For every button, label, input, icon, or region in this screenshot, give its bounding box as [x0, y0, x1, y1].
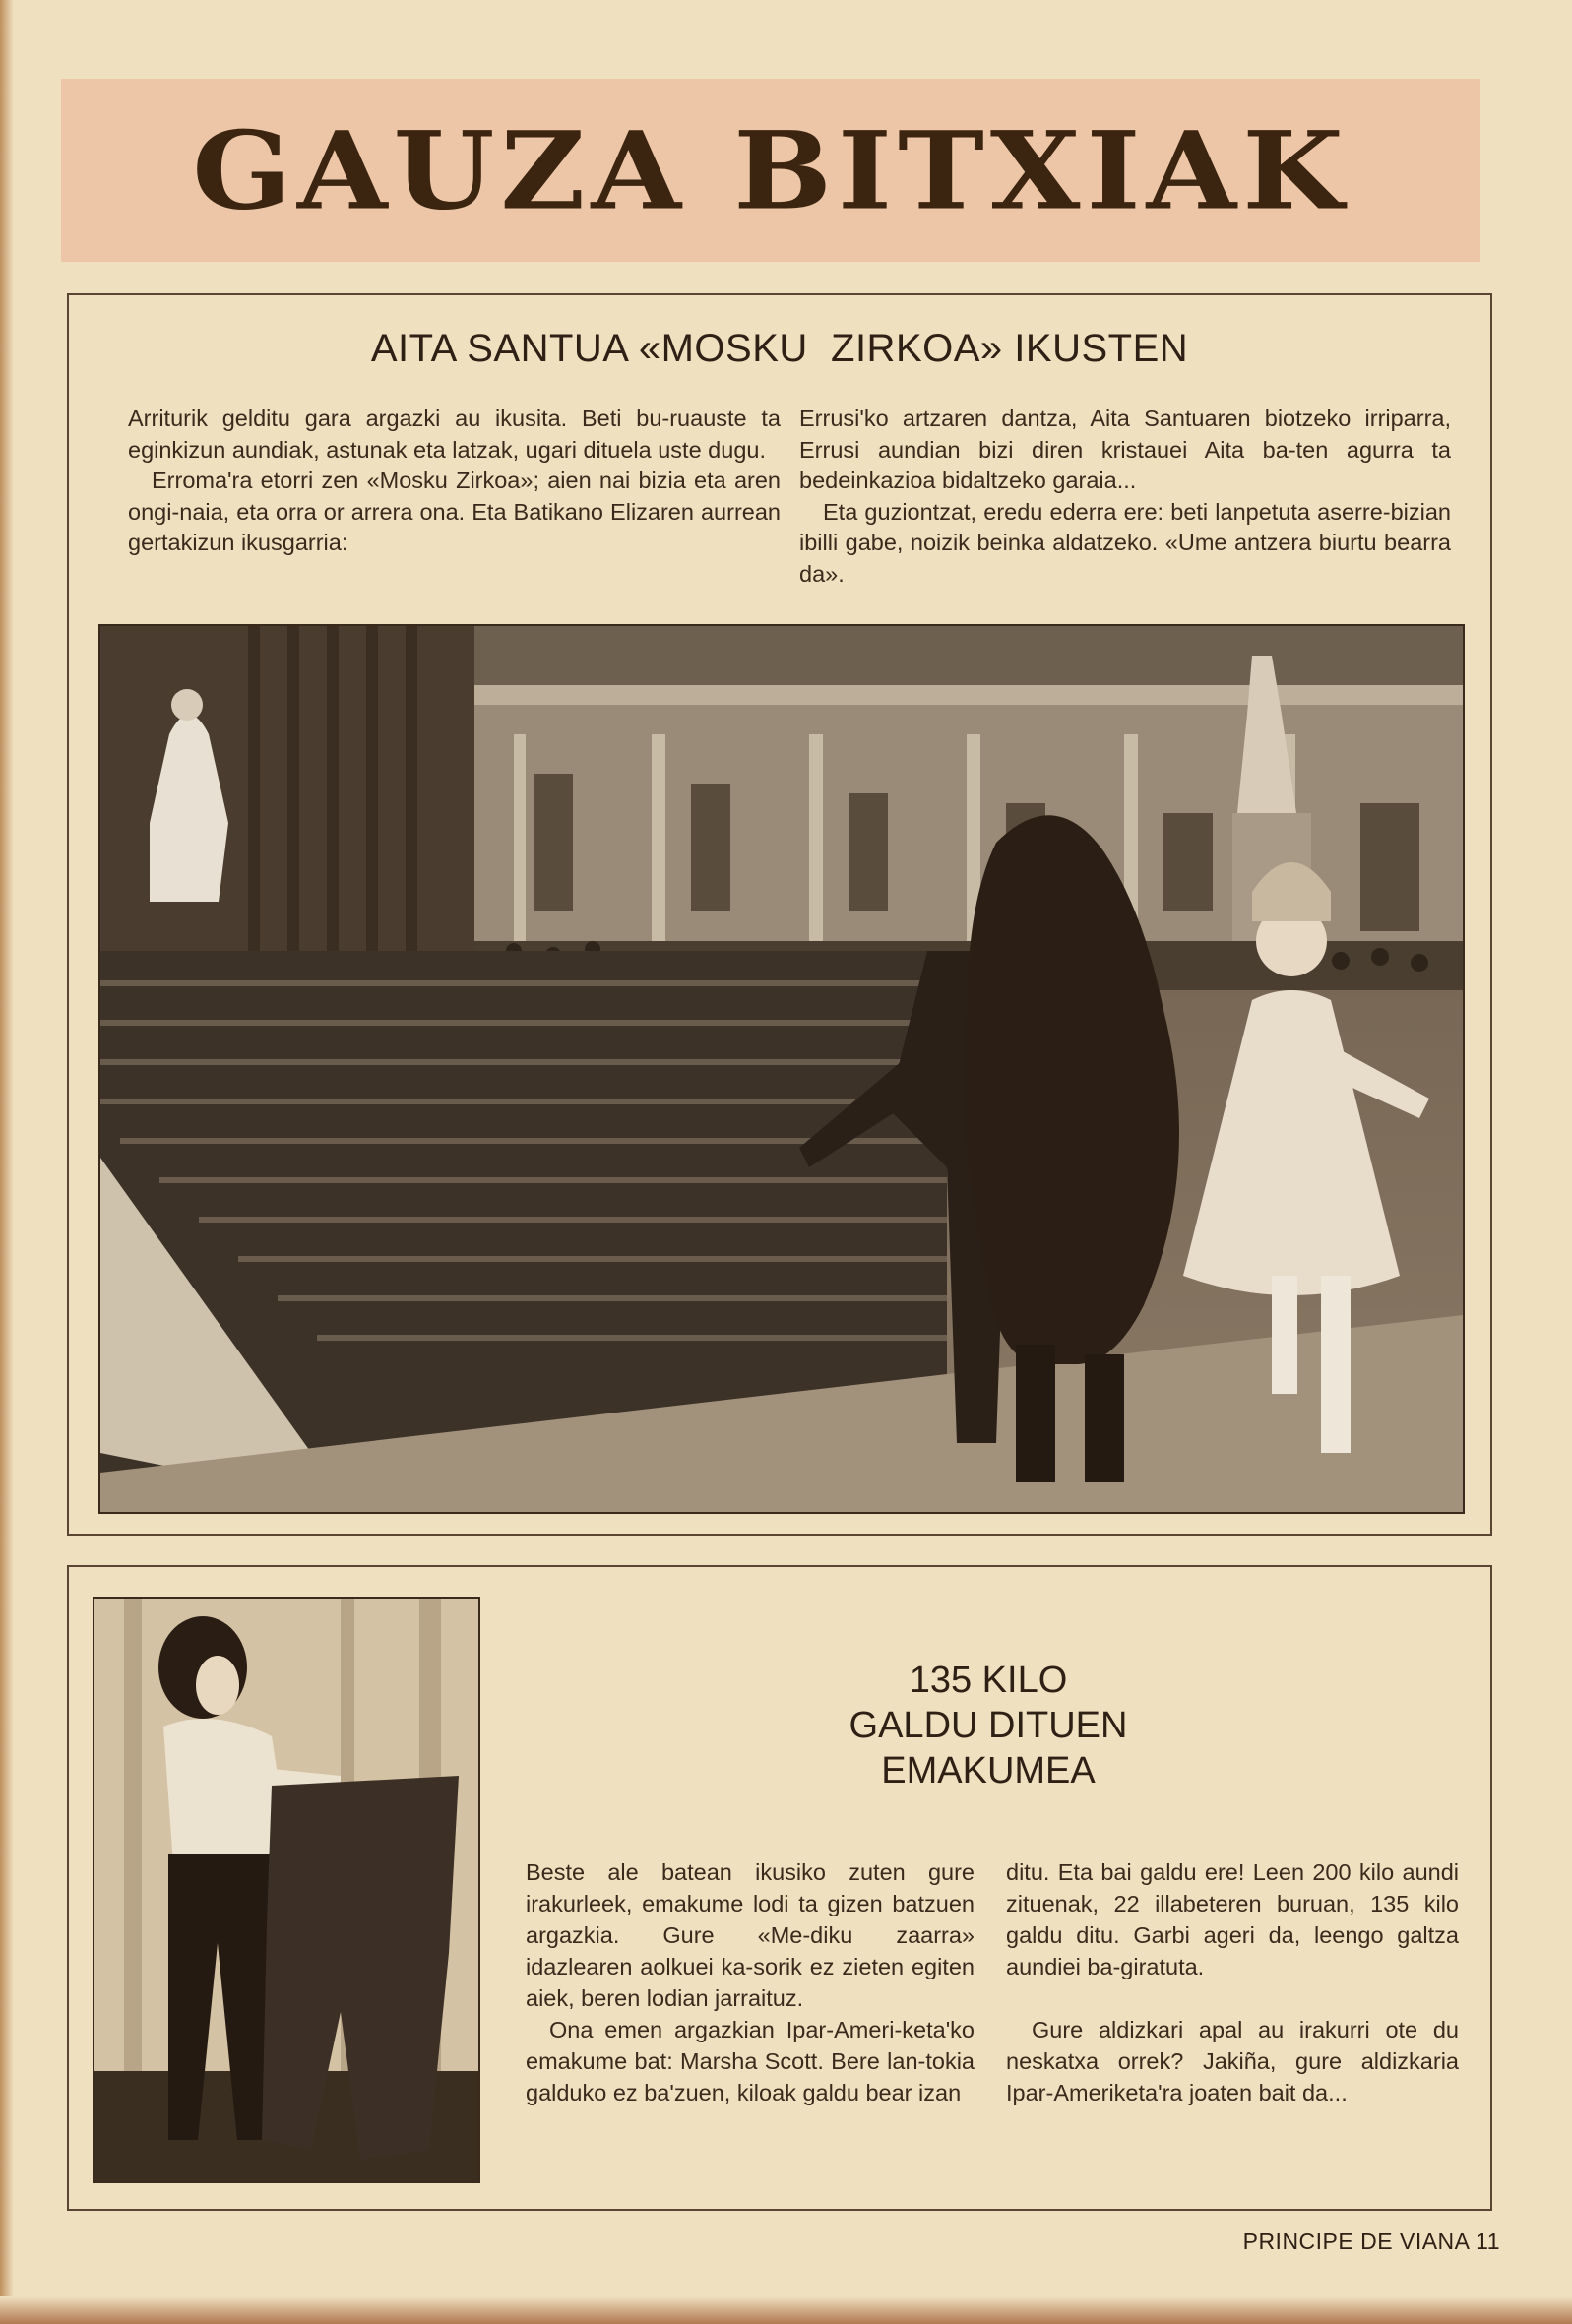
paragraph: Arriturik gelditu gara argazki au ikusita. Beti bu-ruauste ta eginkizun aundiak, astunak eta latzak, ugari dituela uste dugu.: [128, 406, 781, 463]
article-box-pope-circus: [67, 293, 1492, 1536]
article-headline: [482, 1658, 1494, 1793]
page-edge: [0, 0, 14, 2324]
headline-line: 135 KILO: [909, 1660, 1068, 1701]
paragraph: Gure aldizkari apal au irakurri ote du neskatxa orrek? Jakiña, gure aldizkaria Ipar-Ameriketa'ra joaten bait da...: [1006, 2017, 1459, 2105]
photo-bear-dance: [98, 624, 1465, 1514]
paragraph: Ona emen argazkian Ipar-Ameri-keta'ko emakume bat: Marsha Scott. Bere lan-tokia galduko ez ba'zuen, kiloak galdu bear izan: [526, 2017, 975, 2105]
paragraph: Erroma'ra etorri zen «Mosku Zirkoa»; aien nai bizia eta aren ongi-naia, eta orra or arrera ona. Eta Batikano Elizaren aurrean gertakizun ikusgarria:: [128, 468, 781, 555]
headline-line: GALDU DITUEN: [849, 1705, 1128, 1746]
article-column-left: [526, 1856, 975, 2108]
article-headline: AITA SANTUA «MOSKU ZIRKOA» IKUSTEN: [370, 327, 1189, 370]
photo-woman-trousers: [93, 1597, 480, 2183]
article-box-weight-loss: [67, 1565, 1492, 2211]
page-footer: PRINCIPE DE VIANA 11: [1242, 2229, 1500, 2254]
headline-line: EMAKUMEA: [881, 1750, 1096, 1791]
paragraph: Beste ale batean ikusiko zuten gure irakurleek, emakume lodi ta gizen batzuen argazkia. Gure «Me-diku zaarra» idazlearen aolkuei ka-sorik ez zieten egiten aiek, beren lodian jarraituz.: [526, 1859, 975, 2011]
page-bottom-edge: [0, 2296, 1572, 2324]
paragraph: ditu. Eta bai galdu ere! Leen 200 kilo aundi zituenak, 22 illabeteren buruan, 135 kilo galdu ditu. Garbi ageri da, leengo galtza aundiei ba-giratuta.: [1006, 1859, 1459, 1979]
article-column-right: [1006, 1856, 1459, 2108]
masthead-title: GAUZA BITXIAK: [192, 107, 1350, 233]
paragraph: Errusi'ko artzaren dantza, Aita Santuaren biotzeko irriparra, Errusi aundian bizi diren kristauei Aita ba-ten agurra ta bedeinkazioa bidaltzeko garaia...: [799, 406, 1451, 493]
paragraph: Eta guziontzat, eredu ederra ere: beti lanpetuta aserre-bizian ibilli gabe, noizik beinka aldatzeko. «Ume antzera biurtu bearra da».: [799, 498, 1451, 587]
article-column-right: [799, 404, 1451, 590]
masthead: [61, 79, 1480, 262]
article-column-left: [128, 404, 781, 559]
